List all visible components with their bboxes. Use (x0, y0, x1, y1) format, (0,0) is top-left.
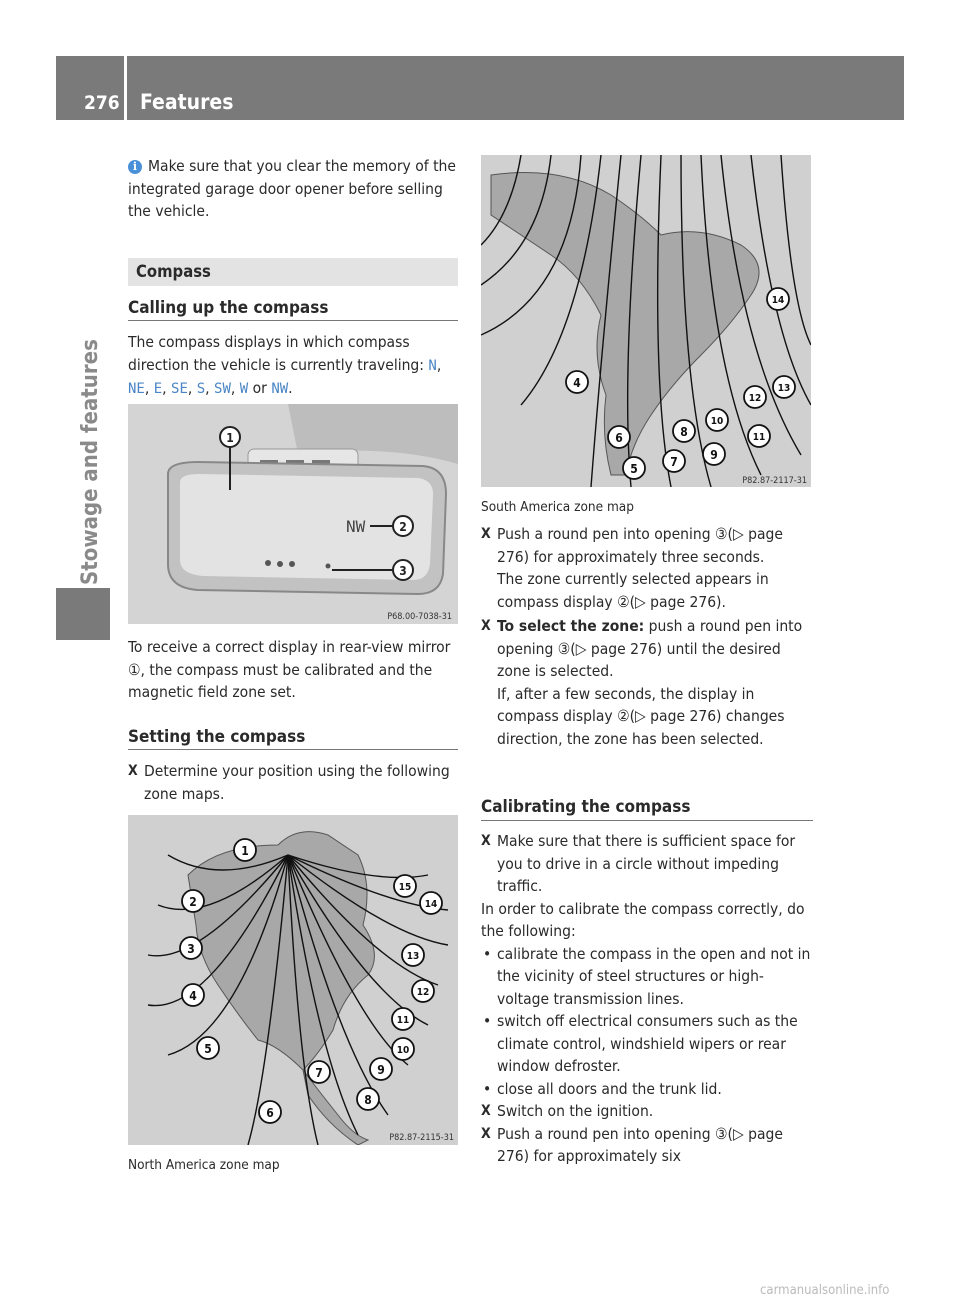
step2-text: push a round pen into opening ③(▷ page 276) until the desired zone is selected. (497, 617, 803, 680)
calibration-section: X Make sure that there is sufficient space for you to drive in a circle without impeding traffic. In order to calibrate the compass correctly, do the following: • calibrate the compass in the open and not in the vicinity of steel structures or high-voltage transmission lines. • switch off electrical consumers such as the climate control, windshield wipers or rear window defroster. • close all doors and the trunk lid. X Switch on the ignition. X Push a round pen into opening ③(▷ page 276) for approximately six (481, 830, 813, 1168)
step1-text: Push a round pen into opening ③(▷ page 276) for approximately three seconds. (497, 525, 783, 566)
step-marker-icon: X (481, 1103, 491, 1119)
info-note-text: Make sure that you clear the memory of the integrated garage door opener before selling the vehicle. (128, 157, 456, 220)
chapter-title: Features (140, 90, 234, 114)
svg-text:12: 12 (748, 393, 762, 404)
last-step-text: Push a round pen into opening ③(▷ page 276) for approximately six (497, 1124, 783, 1165)
page-number: 276 (84, 92, 120, 114)
south-america-map (481, 155, 811, 487)
info-note (128, 155, 458, 223)
svg-text:10: 10 (710, 416, 724, 427)
svg-text:11: 11 (396, 1015, 410, 1026)
rule (481, 820, 813, 821)
setting-step (128, 760, 458, 805)
mirror-figure (128, 404, 458, 624)
svg-text:10: 10 (396, 1045, 410, 1056)
south-america-caption: South America zone map (481, 499, 634, 515)
rule (128, 320, 458, 321)
receive-text: To receive a correct display in rear-view mirror ①, the compass must be calibrated and the magnetic field zone set. (128, 638, 451, 701)
svg-text:7: 7 (315, 1066, 323, 1080)
fig2-code: P82.87-2115-31 (389, 1133, 454, 1143)
svg-text:13: 13 (406, 951, 420, 962)
step-marker-icon: X (481, 618, 491, 634)
subhead-calling: Calling up the compass (128, 298, 329, 318)
svg-text:2: 2 (399, 520, 407, 534)
bullet-item: close all doors and the trunk lid. (497, 1079, 722, 1098)
step-marker-icon: X (481, 1125, 491, 1142)
subhead-calibrating: Calibrating the compass (481, 797, 691, 817)
svg-text:12: 12 (416, 987, 430, 998)
step2-bold: To select the zone: (497, 617, 645, 635)
svg-text:4: 4 (189, 989, 197, 1003)
svg-text:1: 1 (241, 844, 249, 858)
calib-step-text: Make sure that there is sufficient space for you to drive in a circle without impeding traffic. (497, 832, 796, 895)
svg-text:7: 7 (670, 455, 678, 469)
setting-step-text: Determine your position using the following zone maps. (144, 762, 450, 803)
step-marker-icon: X (481, 526, 491, 542)
section-band-compass (128, 258, 458, 286)
watermark: carmanualsonline.info (760, 1283, 890, 1298)
step-marker-icon: X (128, 763, 138, 779)
calling-text: The compass displays in which compass direction the vehicle is currently traveling: (128, 333, 429, 374)
svg-text:13: 13 (777, 383, 791, 394)
rule (128, 749, 458, 750)
ignition-text: Switch on the ignition. (497, 1102, 654, 1120)
north-america-caption: North America zone map (128, 1157, 280, 1173)
dir-w: W (239, 381, 249, 397)
bullet-item: switch off electrical consumers such as the climate control, windshield wipers or rear window defroster. (497, 1012, 798, 1075)
zone-steps (481, 523, 813, 750)
dir-se: SE (171, 381, 188, 397)
svg-text:8: 8 (364, 1093, 372, 1107)
header-divider (124, 56, 127, 124)
section-title: Compass (136, 262, 211, 281)
dir-e: E (153, 381, 163, 397)
info-icon: i (128, 160, 142, 174)
north-america-map (128, 815, 458, 1145)
dir-ne: NE (128, 381, 145, 397)
dir-s: S (196, 381, 206, 397)
svg-text:3: 3 (399, 564, 407, 578)
fig1-code: P68.00-7038-31 (387, 612, 452, 622)
svg-text:14: 14 (771, 295, 785, 306)
step-marker-icon: X (481, 833, 491, 849)
calib-intro: In order to calibrate the compass correctly, do the following: (481, 899, 805, 940)
svg-text:3: 3 (187, 942, 195, 956)
mirror-display-text: NW (346, 517, 366, 536)
dir-sw: SW (214, 381, 231, 397)
side-chapter-label: Stowage and features (78, 339, 103, 585)
svg-text:11: 11 (752, 432, 766, 443)
svg-text:6: 6 (615, 431, 623, 445)
svg-text:15: 15 (398, 882, 412, 893)
svg-text:8: 8 (680, 425, 688, 439)
svg-text:5: 5 (204, 1042, 212, 1056)
svg-text:1: 1 (226, 431, 234, 445)
dir-nw: NW (271, 381, 289, 397)
svg-text:5: 5 (630, 462, 638, 476)
subhead-setting: Setting the compass (128, 727, 306, 747)
receive-paragraph (128, 636, 458, 704)
dir-n: N (428, 357, 437, 374)
fig3-code: P82.87-2117-31 (742, 476, 807, 486)
bullet-item: calibrate the compass in the open and not in the vicinity of steel structures or high-voltage transmission lines. (497, 944, 811, 1008)
calling-paragraph: The compass displays in which compass direction the vehicle is currently traveling: N, NE, E, SE, S, SW, W or NW. (128, 333, 442, 397)
step2b-text: If, after a few seconds, the display in compass display ②(▷ page 276) changes direction, the zone has been selected. (497, 684, 785, 748)
svg-text:9: 9 (377, 1063, 385, 1077)
svg-text:14: 14 (424, 899, 438, 910)
side-tab-block (56, 588, 110, 640)
svg-text:4: 4 (573, 376, 581, 390)
step1b-text: The zone currently selected appears in compass display ②(▷ page 276). (497, 570, 769, 611)
svg-text:2: 2 (189, 895, 197, 909)
svg-text:9: 9 (710, 448, 718, 462)
svg-text:6: 6 (266, 1106, 274, 1120)
